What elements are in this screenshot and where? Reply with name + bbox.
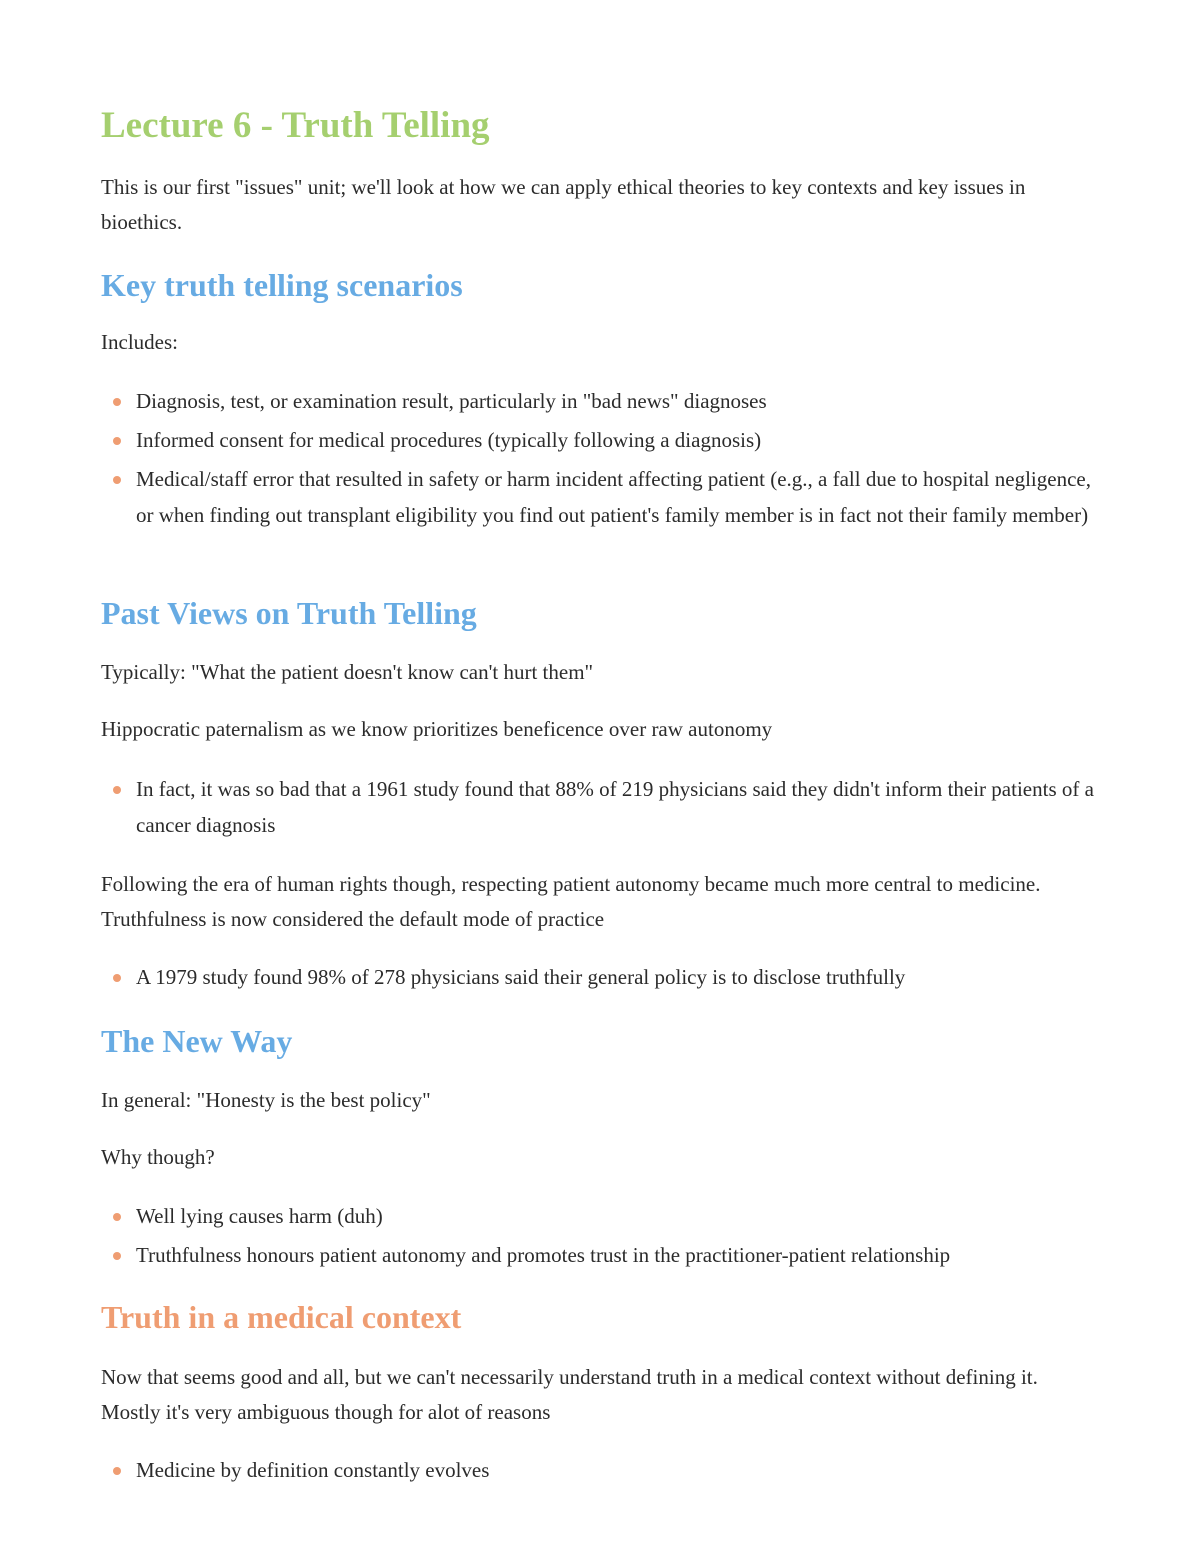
section-paragraph: Includes: (101, 330, 178, 354)
list-item-text: Informed consent for medical procedures (typically following a diagnosis) (136, 428, 762, 452)
section-paragraph: In general: "Honesty is the best policy" (101, 1088, 431, 1112)
bullet-icon (113, 476, 121, 484)
list-item-text: Truthfulness honours patient autonomy and promotes trust in the practitioner-patient relationship (136, 1243, 951, 1267)
list-item (101, 1453, 1101, 1489)
bullet-list (101, 1199, 1101, 1277)
list-item (101, 462, 1101, 533)
section-heading-key-scenarios: Key truth telling scenarios (101, 267, 463, 303)
list-item (101, 1238, 1101, 1274)
section-paragraph: Now that seems good and all, but we can't necessarily understand truth in a medical context without defining it. Mostly it's very ambiguous though for alot of reasons (101, 1365, 1038, 1424)
list-item-text: A 1979 study found 98% of 278 physicians said their general policy is to disclose truthfully (136, 965, 906, 989)
bullet-icon (113, 786, 121, 794)
section-paragraph: Hippocratic paternalism as we know prioritizes beneficence over raw autonomy (101, 717, 773, 741)
bullet-icon (113, 398, 121, 406)
list-item-text: In fact, it was so bad that a 1961 study found that 88% of 219 physicians said they didn't inform their patients of a cancer diagnosis (136, 777, 1094, 837)
list-item-text: Diagnosis, test, or examination result, particularly in "bad news" diagnoses (136, 389, 767, 413)
list-item (101, 384, 1101, 420)
list-item (101, 960, 1101, 996)
section-heading-medical-context: Truth in a medical context (101, 1299, 462, 1335)
section-paragraph: Typically: "What the patient doesn't know can't hurt them" (101, 660, 594, 684)
list-item-text: Well lying causes harm (duh) (136, 1204, 383, 1228)
section-paragraph: Why though? (101, 1145, 215, 1169)
section-heading-past-views: Past Views on Truth Telling (101, 595, 477, 631)
section-heading-new-way: The New Way (101, 1023, 293, 1059)
bullet-list (101, 1453, 1101, 1492)
bullet-icon (113, 1252, 121, 1260)
bullet-icon (113, 1213, 121, 1221)
bullet-icon (113, 1467, 121, 1475)
bullet-list (101, 960, 1101, 999)
list-item-text: Medicine by definition constantly evolves (136, 1458, 490, 1482)
list-item (101, 1199, 1101, 1235)
list-item (101, 772, 1101, 843)
bullet-icon (113, 437, 121, 445)
bullet-icon (113, 974, 121, 982)
list-item-text: Medical/staff error that resulted in safety or harm incident affecting patient (e.g., a fall due to hospital negligence, or when finding out transplant eligibility you find out patient's family member is in fact not their family member) (136, 467, 1091, 527)
list-item (101, 423, 1101, 459)
intro-paragraph: This is our first "issues" unit; we'll look at how we can apply ethical theories to key contexts and key issues in bioethics. (101, 175, 1026, 234)
bullet-list (101, 384, 1101, 537)
bullet-list (101, 772, 1101, 847)
section-paragraph: Following the era of human rights though, respecting patient autonomy became much more central to medicine. Truthfulness is now considered the default mode of practice (101, 872, 1041, 931)
page-title: Lecture 6 - Truth Telling (101, 105, 490, 146)
